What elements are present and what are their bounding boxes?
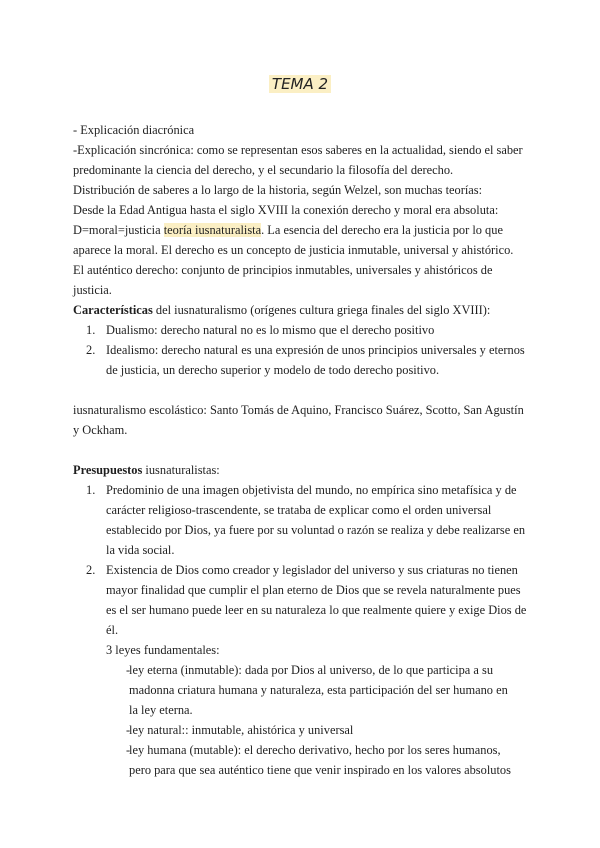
text-line: de justicia, un derecho superior y modelo de todo derecho positivo.: [106, 363, 440, 377]
text-line: Existencia de Dios como creador y legislador del universo y sus criaturas no tienen: [106, 563, 518, 577]
heading-rest: iusnaturalistas:: [142, 463, 220, 477]
title-highlight: TEMA 2: [269, 75, 331, 93]
dash-bullet: -: [126, 663, 131, 677]
spacer: [73, 440, 528, 460]
bullet-item: [73, 660, 528, 720]
bullet-item: [73, 740, 528, 780]
caracteristicas-heading: [73, 300, 528, 320]
list-number: 1.: [86, 483, 96, 497]
list-item: [73, 340, 528, 380]
text-line: aparece la moral. El derecho es un concepto de justicia inmutable, universal y ahistórico.: [73, 243, 514, 257]
dmj-suffix: . La esencia del derecho era la justicia por lo que: [261, 223, 503, 237]
intro-section: [73, 120, 528, 300]
bold-term: Presupuestos: [73, 463, 143, 477]
heading-rest: del iusnaturalismo (orígenes cultura griega finales del siglo XVIII):: [152, 303, 491, 317]
text-line: madonna criatura humana y naturaleza, esta participación del ser humano en: [129, 683, 508, 697]
presupuestos-section: [73, 460, 528, 780]
text-line: - Explicación diacrónica: [73, 123, 195, 137]
text-line: justicia.: [73, 283, 112, 297]
spacer: [73, 380, 528, 400]
list-item: [73, 480, 528, 560]
text-line: y Ockham.: [73, 423, 128, 437]
text-line: es el ser humano puede leer en su naturaleza lo que realmente quiere y exige Dios de: [106, 603, 527, 617]
text-line: El auténtico derecho: conjunto de principios inmutables, universales y ahistóricos de: [73, 263, 493, 277]
list-item: [73, 320, 528, 340]
leyes-heading: 3 leyes fundamentales:: [106, 643, 220, 657]
presupuestos-heading: [73, 460, 528, 480]
document-title: [0, 74, 600, 94]
bullet-item: [73, 720, 528, 740]
text-line: ley eterna (inmutable): dada por Dios al universo, de lo que participa a su: [129, 663, 494, 677]
bold-term: Características: [73, 303, 153, 317]
text-line: la ley eterna.: [129, 703, 193, 717]
highlighted-term: teoría iusnaturalista: [163, 223, 262, 237]
text-line: [73, 220, 528, 240]
leyes-block: [73, 640, 528, 660]
text-line: pero para que sea auténtico tiene que venir inspirado en los valores absolutos: [129, 763, 511, 777]
text-line: ley natural:: inmutable, ahistórica y universal: [129, 723, 354, 737]
text-line: Distribución de saberes a lo largo de la historia, según Welzel, son muchas teorías:: [73, 183, 483, 197]
list-item: [73, 560, 528, 640]
text-line: establecido por Dios, ya fuere por su voluntad o razón se realiza y debe realizarse en: [106, 523, 526, 537]
text-line: iusnaturalismo escolástico: Santo Tomás de Aquino, Francisco Suárez, Scotto, San Agustín: [73, 403, 524, 417]
text-line: Desde la Edad Antigua hasta el siglo XVIII la conexión derecho y moral era absoluta:: [73, 203, 499, 217]
caracteristicas-section: [73, 300, 528, 380]
text-line: la vida social.: [106, 543, 175, 557]
text-line: carácter religioso-trascendente, se trataba de explicar como el orden universal: [106, 503, 492, 517]
document-body: [73, 120, 528, 780]
list-number: 2.: [86, 343, 96, 357]
dash-bullet: -: [126, 723, 131, 737]
text-line: Idealismo: derecho natural es una expresión de unos principios universales y eternos: [106, 343, 525, 357]
list-number: 2.: [86, 563, 96, 577]
dash-bullet: -: [126, 743, 131, 757]
escolastico-section: [73, 400, 528, 440]
text-line: predominante la ciencia del derecho, y el secundario la filosofía del derecho.: [73, 163, 454, 177]
text-line: mayor finalidad que cumplir el plan eterno de Dios que se revela naturalmente pues: [106, 583, 521, 597]
text-line: Predominio de una imagen objetivista del mundo, no empírica sino metafísica y de: [106, 483, 517, 497]
text-line: él.: [106, 623, 119, 637]
list-number: 1.: [86, 323, 96, 337]
text-line: ley humana (mutable): el derecho derivativo, hecho por los seres humanos,: [129, 743, 501, 757]
dmj-prefix: D=moral=justicia: [73, 223, 164, 237]
text-line: Dualismo: derecho natural no es lo mismo que el derecho positivo: [106, 323, 435, 337]
text-line: -Explicación sincrónica: como se representan esos saberes en la actualidad, siendo el saber: [73, 143, 523, 157]
